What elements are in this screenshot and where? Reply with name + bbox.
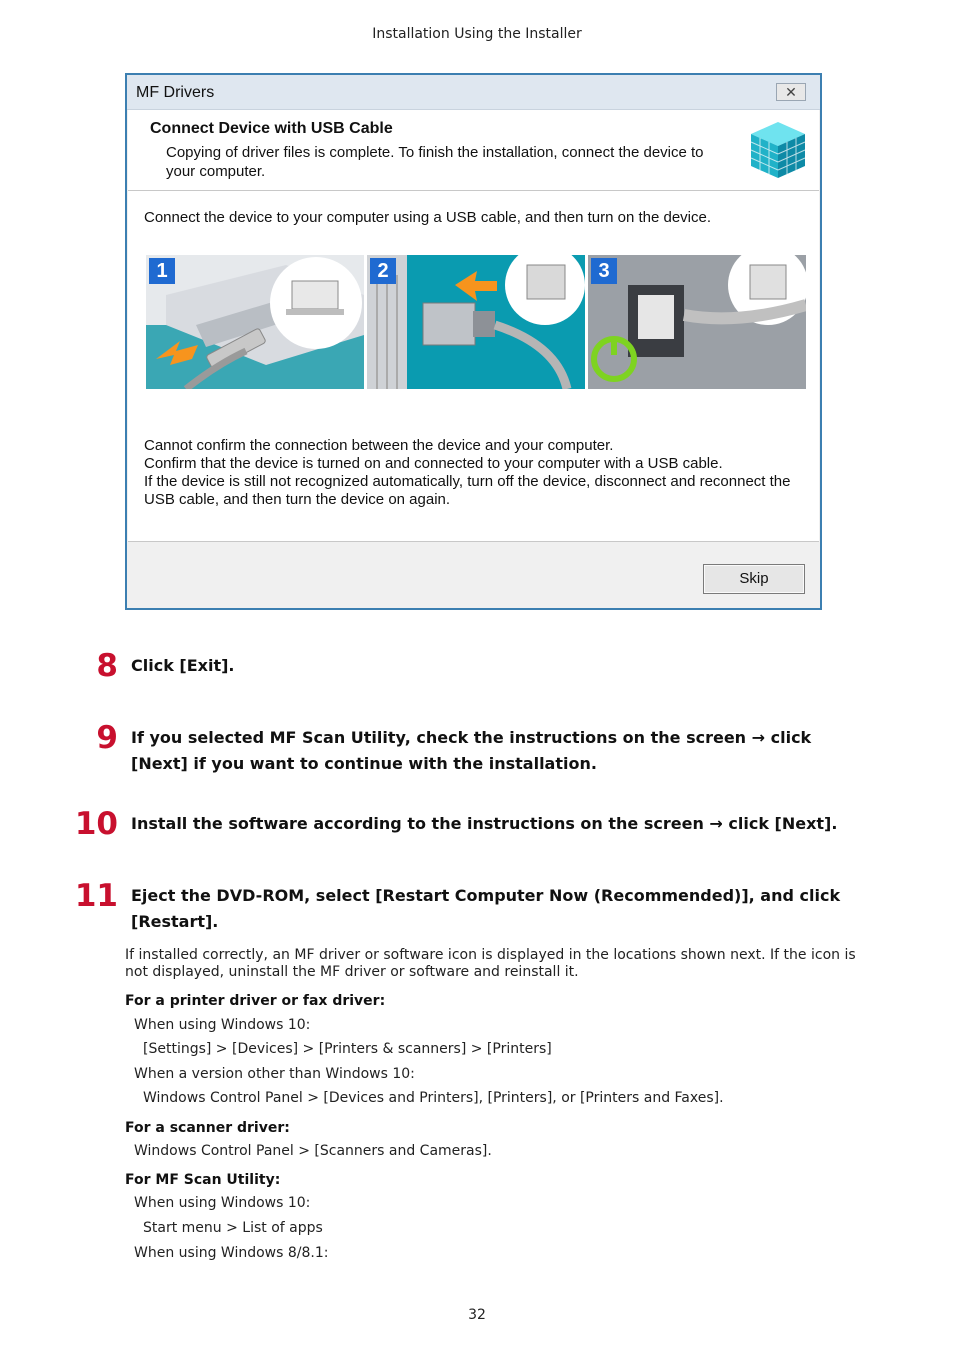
close-icon: ✕ [785,84,797,100]
printer-other-path: Windows Control Panel > [Devices and Printers], [Printers], or [Printers and Faxes]. [143,1090,724,1106]
dialog-footer [128,542,819,608]
dialog-header-panel [128,110,819,191]
scan-utility-label: For MF Scan Utility: [125,1172,281,1188]
printer-other-label: When a version other than Windows 10: [134,1066,415,1082]
scan-win10-path: Start menu > List of apps [143,1220,323,1236]
step-text: Click [Exit]. [131,656,235,675]
power-on-icon [588,255,806,389]
step-number: 8 [96,648,118,684]
usb-connect-icon [367,255,585,389]
step-text: Install the software according to the instructions on the screen → click [Next]. [131,814,838,833]
mf-drivers-dialog [125,73,822,610]
connection-warning [144,437,804,509]
step-number-badge: 2 [370,258,396,284]
running-header: Installation Using the Installer [372,26,582,42]
scan-win8-label: When using Windows 8/8.1: [134,1245,329,1261]
warning-line: Confirm that the device is turned on and connected to your computer with a USB cable. [144,455,723,472]
printer-driver-label: For a printer driver or fax driver: [125,993,386,1009]
close-button[interactable] [776,83,806,101]
step-laptop-usb-image [146,255,364,389]
step-power-on-image [588,255,806,389]
dialog-heading: Connect Device with USB Cable [150,120,393,137]
step-usb-connect-image [367,255,585,389]
skip-button[interactable]: Skip [703,564,805,594]
install-check-intro: If installed correctly, an MF driver or software icon is displayed in the locations shown next. If the icon is not displayed, uninstall the MF driver or software and reinstall it. [125,947,856,980]
scan-win10-label: When using Windows 10: [134,1195,311,1211]
cube-icon [747,118,809,182]
connect-instruction: Connect the device to your computer using a USB cable, and then turn on the device. [144,209,712,226]
page-number: 32 [468,1307,486,1323]
step-number-badge: 3 [591,258,617,284]
step-number: 9 [96,720,118,756]
scanner-path: Windows Control Panel > [Scanners and Cameras]. [134,1143,492,1159]
scanner-driver-label: For a scanner driver: [125,1120,290,1136]
step-number-badge: 1 [149,258,175,284]
dialog-titlebar [127,75,820,110]
printer-win10-label: When using Windows 10: [134,1017,311,1033]
step-number: 10 [74,806,118,842]
dialog-description: Copying of driver files is complete. To finish the installation, connect the device to your computer. [166,144,704,180]
dialog-content-panel [128,191,819,542]
connection-steps [146,255,806,389]
printer-win10-path: [Settings] > [Devices] > [Printers & scanners] > [Printers] [143,1041,552,1057]
step-number: 11 [74,878,118,914]
laptop-usb-icon [146,255,364,389]
step-text: Eject the DVD-ROM, select [Restart Computer Now (Recommended)], and click [Restart]. [131,886,841,931]
step-text: If you selected MF Scan Utility, check the instructions on the screen → click [Next] if you want to continue with the installation. [131,728,812,773]
warning-line: If the device is still not recognized automatically, turn off the device, disconnect and reconnect the USB cable, and then turn the device on again. [144,473,791,508]
dialog-title: MF Drivers [136,84,215,101]
warning-line: Cannot confirm the connection between the device and your computer. [144,437,614,454]
